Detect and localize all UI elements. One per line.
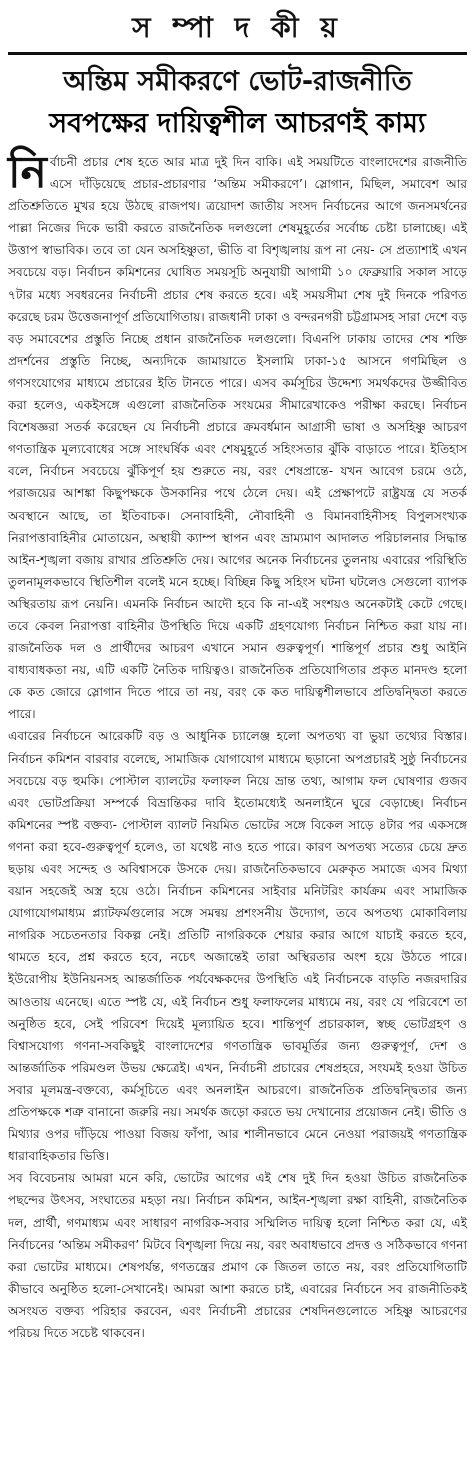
drop-cap: নি xyxy=(8,147,47,198)
article-body xyxy=(8,147,467,1344)
headline-line-1: অন্তিম সমীকরণে ভোট-রাজনীতি xyxy=(63,66,412,97)
editorial-page xyxy=(0,6,475,1484)
section-title: স ম্পা দ কী য় xyxy=(132,11,343,44)
article-paragraph-3: সব বিবেচনায় আমরা মনে করি, ভোটের আগের এই শেষ দুই দিন হওয়া উচিত রাজনৈতিক পছন্দের উৎসব, সংঘাতের মহড়া নয়। নির্বাচন কমিশন, আইন-শৃঙ্খলা রক্ষা বাহিনী, রাজনৈতিক দল, প্রার্থী, গণমাধ্যম এবং সাধারণ নাগরিক-সবার সম্মিলিত দায়িত্ব হলো নিশ্চিত করা যে, এই নির্বাচনের ‘অন্তিম সমীকরণ’ মিটবে বিশৃঙ্খলা দিয়ে নয়, বরং অবাধভাবে প্রদত্ত ও সঠিকভাবে গণনা করা ভোটের মাধ্যমে। শেষপর্যন্ত, গণতন্ত্রের প্রমাণ কে জিতল তাতে নয়, বরং প্রতিযোগিতাটি কীভাবে অনুষ্ঠিত হলো-সেখানেই। আমরা আশা করতে চাই, এবারের নির্বাচনে সব রাজনীতিকই অসংযত বক্তব্য পরিহার করবেন, এবং নির্বাচনী প্রচারের শেষদিনগুলোতে সহিষ্ণু আচরণের পরিচয় দিতে সচেষ্ট থাকবেন। xyxy=(8,1171,467,1340)
article-paragraph-2: এবারের নির্বাচনে আরেকটি বড় ও আধুনিক চ্যালেঞ্জ হলো অপতথ্য বা ভুয়া তথ্যের বিস্তার। নির্বাচন কমিশন বারবার বলেছে, সামাজিক যোগাযোগ মাধ্যমে ছড়ানো অপপ্রচারই সুষ্ঠু নির্বাচনের সবচেয়ে বড় হুমকি। পোস্টাল ব্যালটের ফলাফল নিয়ে ভ্রান্ত তথ্য, আগাম ফল ঘোষণার গুজব এবং ভোটপ্রক্রিয়া সম্পর্কে বিভ্রান্তিকর দাবি ইতোমধ্যেই অনলাইনে ঘুরে বেড়াচ্ছে। নির্বাচন কমিশনের স্পষ্ট বক্তব্য- পোস্টাল ব্যালট নিয়মিত ভোটের সঙ্গে বিকেল সাড়ে ৪টার পর একসঙ্গে গণনা করা হবে-গুরুত্বপূর্ণ হলেও, তা যথেষ্ট নাও হতে পারে। কারণ অপতথ্য সত্যের চেয়ে দ্রুত ছড়ায় এবং সন্দেহ ও অবিশ্বাসকে উসকে দেয়। রাজনৈতিকভাবে মেরুকৃত সমাজে এসব মিথ্যা বয়ান সহজেই অস্ত্র হয়ে ওঠে। নির্বাচন কমিশনের সাইবার মনিটরিং কার্যক্রম এবং সামাজিক যোগাযোগমাধ্যম প্ল্যাটফর্মগুলোর সঙ্গে সমন্বয় প্রশংসনীয় উদ্যোগ, তবে অপতথ্য মোকাবিলায় নাগরিক সচেতনতার বিকল্প নেই। প্রতিটি নাগরিককে শেয়ার করার আগে যাচাই করতে হবে, থামতে হবে, প্রশ্ন করতে হবে, নচেৎ অজান্তেই তারা অস্থিরতার অংশ হয়ে উঠতে পারে। ইউরোপীয় ইউনিয়নসহ আন্তর্জাতিক পর্যবেক্ষকদের উপস্থিতি এই নির্বাচনকে বাড়তি নজরদারির আওতায় এনেছে। এতে স্পষ্ট যে, এই নির্বাচন শুধু ফলাফলের মাধ্যমে নয়, বরং যে পরিবেশে তা অনুষ্ঠিত হবে, সেই পরিবেশ দিয়েই মূল্যায়িত হবে। শান্তিপূর্ণ প্রচারকাল, স্বচ্ছ ভোটগ্রহণ ও বিশ্বাসযোগ্য গণনা-সবকিছুই বাংলাদেশের গণতান্ত্রিক ভাবমূর্তির জন্য গুরুত্বপূর্ণ, দেশ ও আন্তর্জাতিক পরিমণ্ডল উভয় ক্ষেত্রেই। এখন, নির্বাচনী প্রচারের শেষপ্রহরে, সংযমই হওয়া উচিত সবার মূলমন্ত্র-বক্তব্যে, কর্মসূচিতে এবং অনলাইন আচরণে। রাজনৈতিক প্রতিদ্বন্দ্বিতার জন্য প্রতিপক্ষকে শত্রু বানানো জরুরি নয়। সমর্থক জড়ো করতে ভয় দেখানোর প্রয়োজন নেই। ভীতি ও মিথ্যার ওপর দাঁড়িয়ে পাওয়া বিজয় ফাঁপা, আর শালীনভাবে মেনে নেওয়া পরাজয়ই গণতান্ত্রিক ধারাবাহিকতার ভিত্তি। xyxy=(8,729,467,1164)
article-paragraph-1 xyxy=(8,147,467,725)
section-divider xyxy=(8,52,467,55)
headline-line-2: সবপক্ষের দায়িত্বশীল আচরণই কাম্য xyxy=(49,108,426,139)
paragraph-1-text: র্বাচনী প্রচার শেষ হতে আর মাত্র দুই দিন বাকি। এই সময়টিতে বাংলাদেশের রাজনীতি এসে দাঁড়িয়েছে প্রচার-প্রচারণার ‘অন্তিম সমীকরণে’। স্লোগান, মিছিল, সমাবেশ আর প্রতিশ্রুতিতে মুখর হয়ে উঠছে রাজপথ। ত্রয়োদশ জাতীয় সংসদ নির্বাচনের আগে জনসমর্থনের পাল্লা নিজের দিকে ভারী করতে রাজনৈতিক দলগুলো শেষমুহূর্তের সর্বোচ্চ চেষ্টা চালাচ্ছে। এই উত্তাপ স্বাভাবিক। তবে তা যেন অসহিষ্ণুতা, ভীতি বা বিশৃঙ্খলায় রূপ না নেয়- সে প্রত্যাশাই এখন সবচেয়ে বড়। নির্বাচন কমিশনের ঘোষিত সময়সূচি অনুযায়ী আগামী ১০ ফেব্রুয়ারি সকাল সাড়ে ৭টার মধ্যে সবধরনের নির্বাচনী প্রচার শেষ করতে হবে। এই সময়সীমা শেষ দুই দিনকে পরিণত করেছে চরম উত্তেজনাপূর্ণ প্রতিযোগিতায়। রাজধানী ঢাকা ও বন্দরনগরী চট্টগ্রামসহ সারা দেশে বড় বড় সমাবেশের প্রস্তুতি নিচ্ছে প্রধান রাজনৈতিক দলগুলো। বিএনপি ঢাকায় তাদের শেষ শক্তি প্রদর্শনের প্রস্তুতি নিচ্ছে, অন্যদিকে জামায়াতে ইসলামি ঢাকা-১৫ আসনে গণমিছিল ও গণসংযোগের মাধ্যমে প্রচারের ইতি টানতে পারে। এসব কর্মসূচির উদ্দেশ্য সমর্থকদের উজ্জীবিত করা হলেও, একইসঙ্গে এগুলো রাজনৈতিক সংযমের সীমারেখাকেও পরীক্ষা করছে। নির্বাচন বিশেষজ্ঞরা সতর্ক করেছেন যে নির্বাচনী প্রচারে ক্রমবর্ধমান আগ্রাসী ভাষা ও অসহিষ্ণু আচরণ গণতান্ত্রিক মূল্যবোধের সঙ্গে সাংঘর্ষিক এবং শেষমুহূর্তে সহিংসতার ঝুঁকি বাড়াতে পারে। ইতিহাস বলে, নির্বাচন সবচেয়ে ঝুঁকিপূর্ণ হয় শুরুতে নয়, বরং শেষপ্রান্তে- যখন আবেগ চরমে ওঠে, পরাজয়ের আশঙ্কা কিছুপক্ষকে উসকানির পথে ঠেলে দেয়। এই প্রেক্ষাপটে রাষ্ট্রযন্ত্র যে সতর্ক অবস্থানে আছে, তা ইতিবাচক। সেনাবাহিনী, নৌবাহিনী ও বিমানবাহিনীসহ বিপুলসংখ্যক নিরাপত্তাবাহিনীর মোতায়েন, অস্থায়ী ক্যাম্প স্থাপন এবং ভ্রাম্যমাণ আদালত পরিচালনার সিদ্ধান্ত আইন-শৃঙ্খলা বজায় রাখার প্রতিশ্রুতি দেয়। আগের অনেক নির্বাচনের তুলনায় এবারের পরিস্থিতি তুলনামূলকভাবে স্থিতিশীল বলেই মনে হচ্ছে। বিচ্ছিন্ন কিছু সহিংস ঘটনা ঘটলেও সেগুলো ব্যাপক অস্থিরতায় রূপ নেয়নি। এমনকি নির্বাচন আদৌ হবে কি না-এই সংশয়ও অনেকটাই কেটে গেছে। তবে কেবল নিরাপত্তা বাহিনীর উপস্থিতি দিয়ে একটি গ্রহণযোগ্য নির্বাচন নিশ্চিত করা যায় না। রাজনৈতিক দল ও প্রার্থীদের আচরণ এখানে সমান গুরুত্বপূর্ণ। শান্তিপূর্ণ প্রচার শুধু আইনি বাধ্যবাধকতা নয়, এটি একটি নৈতিক দায়িত্বও। রাজনৈতিক প্রতিযোগিতার প্রকৃত মানদণ্ড হলো কে কত জোরে স্লোগান দিতে পারে তা নয়, বরং কে কত দায়িত্বশীলভাবে প্রতিদ্বন্দ্বিতা করতে পারে। xyxy=(8,155,467,722)
